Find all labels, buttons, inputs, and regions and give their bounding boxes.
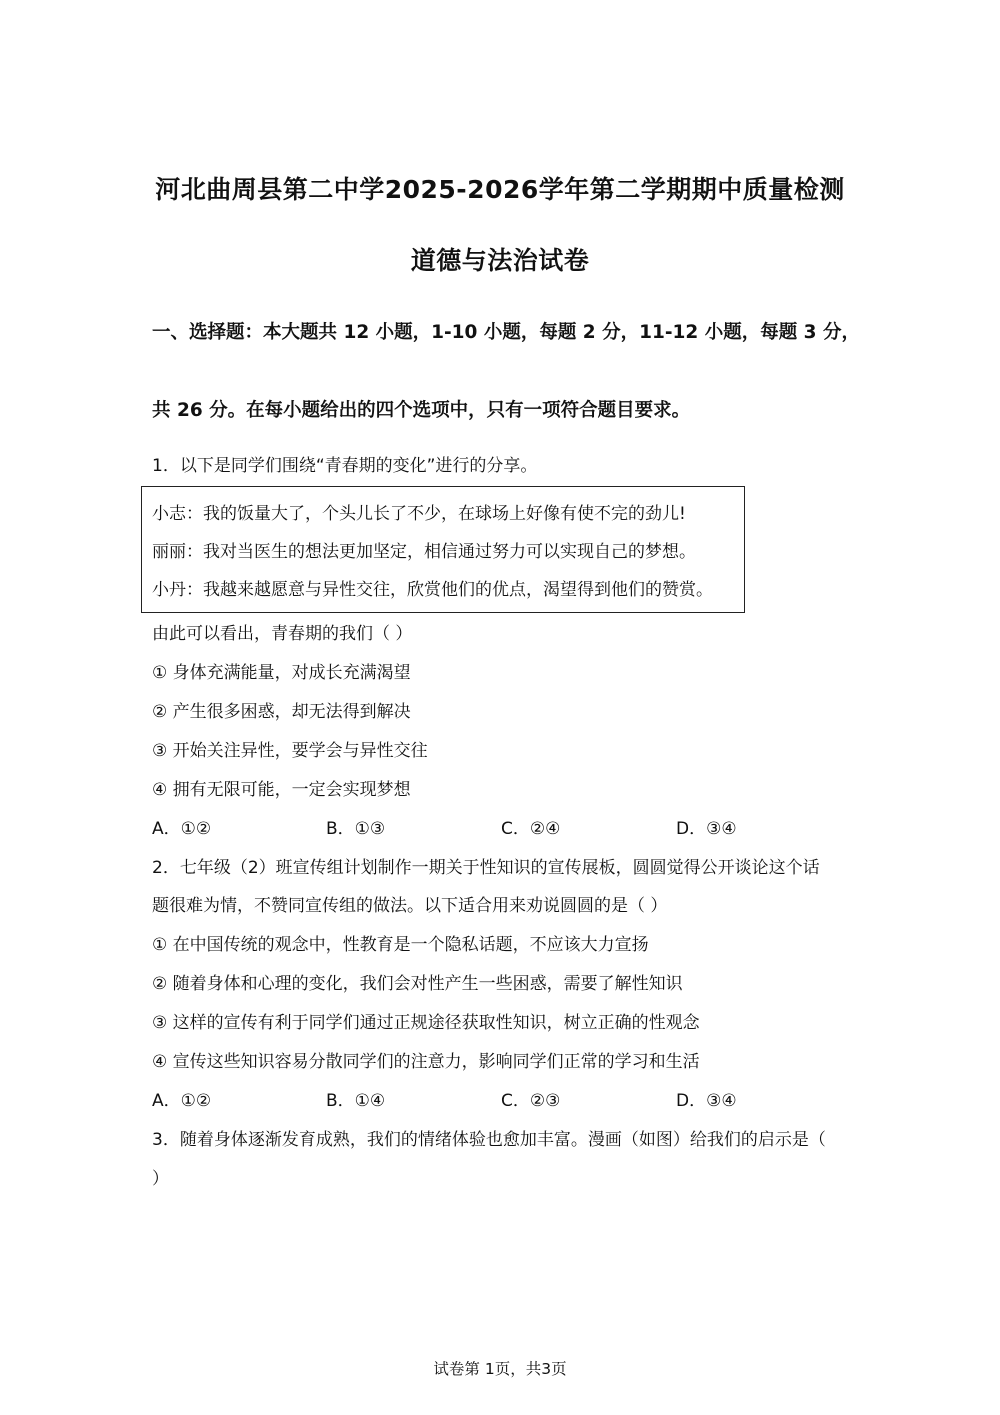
statement: ④ 宣传这些知识容易分散同学们的注意力，影响同学们正常的学习和生活 bbox=[152, 1052, 700, 1072]
exam-title-line1: 河北曲周县第二中学2025-2026学年第二学期期中质量检测 bbox=[155, 175, 845, 204]
option-c[interactable]: C．②③ bbox=[501, 1091, 561, 1111]
statement: ③ 这样的宣传有利于同学们通过正规途径获取性知识，树立正确的性观念 bbox=[152, 1013, 700, 1033]
statement: ③ 开始关注异性，要学会与异性交往 bbox=[152, 741, 428, 761]
statement: ② 随着身体和心理的变化，我们会对性产生一些困惑，需要了解性知识 bbox=[152, 974, 683, 994]
statement: ④ 拥有无限可能，一定会实现梦想 bbox=[152, 780, 411, 800]
option-b[interactable]: B．①③ bbox=[326, 819, 386, 839]
option-d[interactable]: D．③④ bbox=[676, 1091, 737, 1111]
question-3-stem-line2: ） bbox=[152, 1169, 169, 1189]
section-instructions-line2: 共 26 分。在每小题给出的四个选项中，只有一项符合题目要求。 bbox=[152, 400, 691, 421]
exam-title-line2: 道德与法治试卷 bbox=[410, 246, 590, 275]
question-2-stem-line1: 2．七年级（2）班宣传组计划制作一期关于性知识的宣传展板，圆圆觉得公开谈论这个话 bbox=[152, 858, 820, 878]
quote-line: 小志：我的饭量大了，个头儿长了不少，在球场上好像有使不完的劲儿! bbox=[152, 504, 686, 524]
option-c[interactable]: C．②④ bbox=[501, 819, 561, 839]
option-b[interactable]: B．①④ bbox=[326, 1091, 386, 1111]
quote-line: 丽丽：我对当医生的想法更加坚定，相信通过努力可以实现自己的梦想。 bbox=[152, 542, 696, 562]
option-d[interactable]: D．③④ bbox=[676, 819, 737, 839]
question-2-stem-line2: 题很难为情，不赞同宣传组的做法。以下适合用来劝说圆圆的是（ ） bbox=[152, 896, 668, 916]
section-instructions-line1: 一、选择题：本大题共 12 小题，1-10 小题，每题 2 分，11-12 小题，每题 3 分， bbox=[152, 322, 860, 343]
statement: ② 产生很多困惑，却无法得到解决 bbox=[152, 702, 411, 722]
statement: ① 在中国传统的观念中，性教育是一个隐私话题，不应该大力宣扬 bbox=[152, 935, 649, 955]
question-3-stem-line1: 3．随着身体逐渐发育成熟，我们的情绪体验也愈加丰富。漫画（如图）给我们的启示是（ bbox=[152, 1130, 826, 1150]
quote-line: 小丹：我越来越愿意与异性交往，欣赏他们的优点，渴望得到他们的赞赏。 bbox=[152, 580, 713, 600]
page-footer: 试卷第 1页，共3页 bbox=[433, 1360, 567, 1378]
question-1-prompt: 由此可以看出，青春期的我们（ ） bbox=[152, 624, 413, 644]
option-a[interactable]: A．①② bbox=[152, 819, 212, 839]
statement: ① 身体充满能量，对成长充满渴望 bbox=[152, 663, 411, 683]
option-a[interactable]: A．①② bbox=[152, 1091, 212, 1111]
quote-box bbox=[141, 486, 745, 613]
question-1-stem: 1．以下是同学们围绕“青春期的变化”进行的分享。 bbox=[152, 456, 538, 476]
